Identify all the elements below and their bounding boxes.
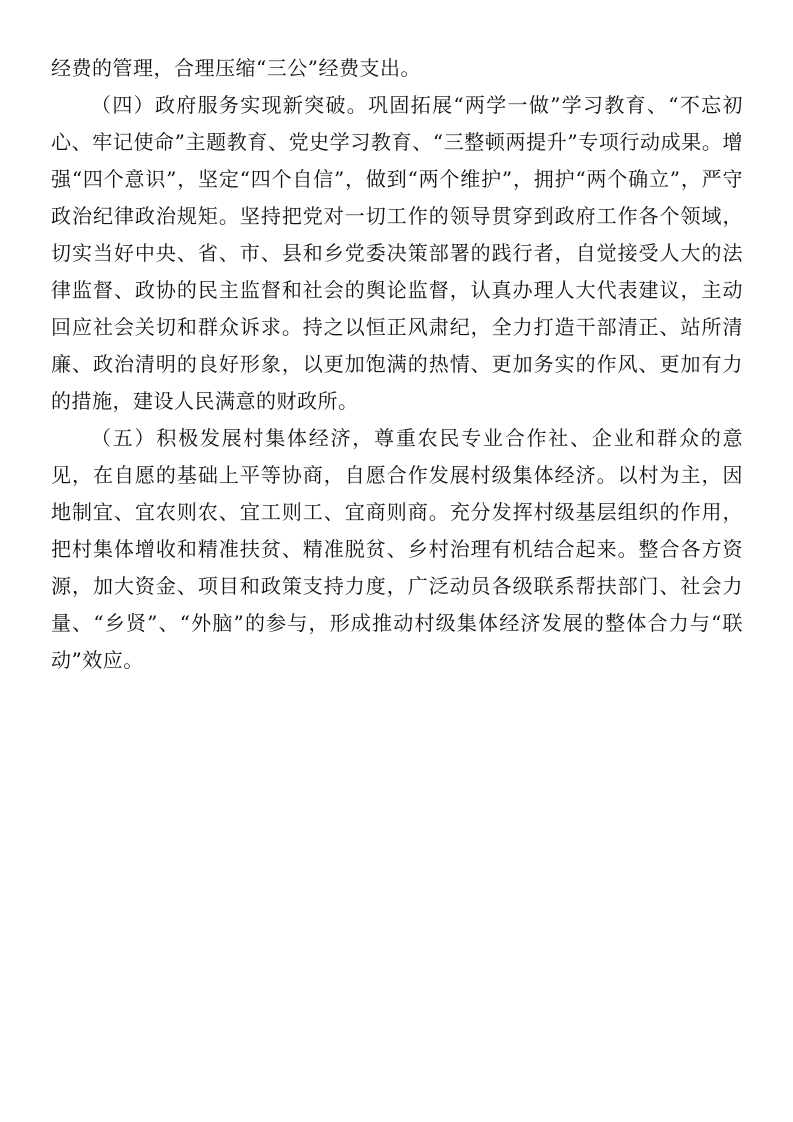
paragraph-continuation: 经费的管理，合理压缩“三公”经费支出。 xyxy=(51,56,421,80)
document-page xyxy=(51,50,743,679)
paragraph-village-economy: （五）积极发展村集体经济，尊重农民专业合作社、企业和群众的意见，在自愿的基础上平等协商，自愿合作发展村级集体经济。以村为主，因地制宜、宜农则农、宜工则工、宜商则商。充分发挥村级基层组织的作用，把村集体增收和精准扶贫、精准脱贫、乡村治理有机结合起来。整合各方资源，加大资金、项目和政策支持力度，广泛动员各级联系帮扶部门、社会力量、“乡贤”、“外脑”的参与，形成推动村级集体经济发展的整体合力与“联动”效应。 xyxy=(51,426,743,672)
paragraph-government-service: （四）政府服务实现新突破。巩固拓展“两学一做”学习教育、“不忘初心、牢记使命”主题教育、党史学习教育、“三整顿两提升”专项行动成果。增强“四个意识”，坚定“四个自信”，做到“两个维护”，拥护“两个确立”，严守政治纪律政治规矩。坚持把党对一切工作的领导贯穿到政府工作各个领域，切实当好中央、省、市、县和乡党委决策部署的践行者，自觉接受人大的法律监督、政协的民主监督和社会的舆论监督，认真办理人大代表建议，主动回应社会关切和群众诉求。持之以恒正风肃纪，全力打造干部清正、站所清廉、政治清明的良好形象，以更加饱满的热情、更加务实的作风、更加有力的措施，建设人民满意的财政所。 xyxy=(51,93,743,413)
